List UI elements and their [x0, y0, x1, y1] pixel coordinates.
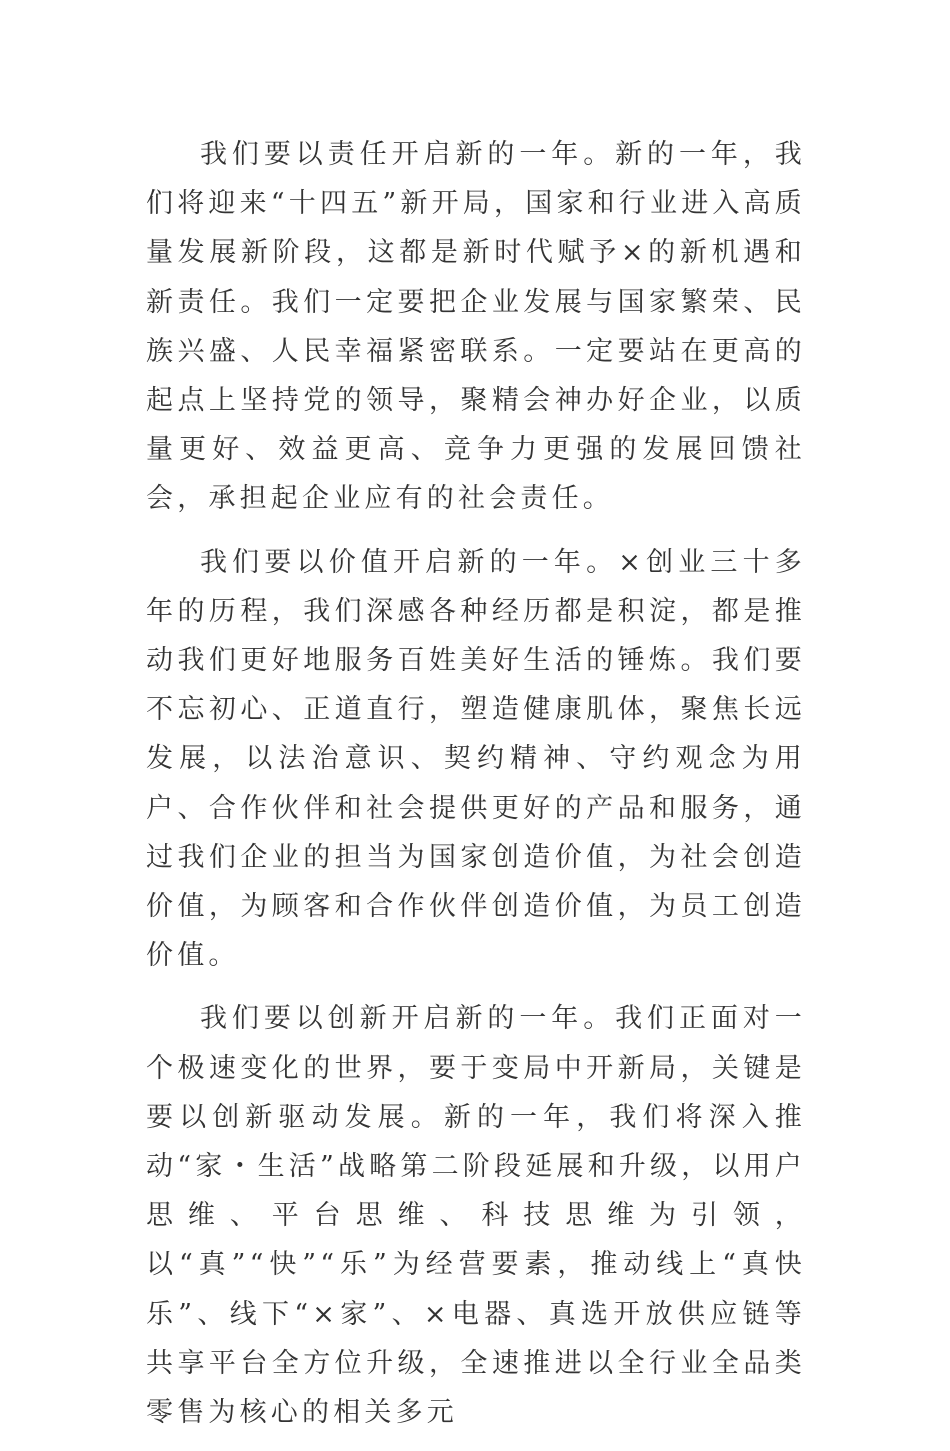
paragraph-responsibility: 我们要以责任开启新的一年。新的一年，我们将迎来“十四五”新开局，国家和行业进入高质量发展新阶段，这都是新时代赋予×的新机遇和新责任。我们一定要把企业发展与国家繁荣、民族兴盛、人民幸福紧密联系。一定要站在更高的起点上坚持党的领导，聚精会神办好企业，以质量更好、效益更高、竞争力更强的发展回馈社会，承担起企业应有的社会责任。 [146, 139, 807, 515]
paragraph-innovation: 我们要以创新开启新的一年。我们正面对一个极速变化的世界，要于变局中开新局，关键是要以创新驱动发展。新的一年，我们将深入推动“家・生活”战略第二阶段延展和升级，以用户思维、平台思维、科技思维为引领，以“真”“快”“乐”为经营要素，推动线上“真快乐”、线下“×家”、×电器、真选开放供应链等共享平台全方位升级，全速推进以全行业全品类零售为核心的相关多元 [146, 1003, 807, 1429]
document-body [146, 130, 806, 1451]
paragraph-value: 我们要以价值开启新的一年。×创业三十多年的历程，我们深感各种经历都是积淀，都是推动我们更好地服务百姓美好生活的锤炼。我们要不忘初心、正道直行，塑造健康肌体，聚焦长远发展，以法治意识、契约精神、守约观念为用户、合作伙伴和社会提供更好的产品和服务，通过我们企业的担当为国家创造价值，为社会创造价值，为顾客和合作伙伴创造价值，为员工创造价值。 [146, 546, 806, 972]
